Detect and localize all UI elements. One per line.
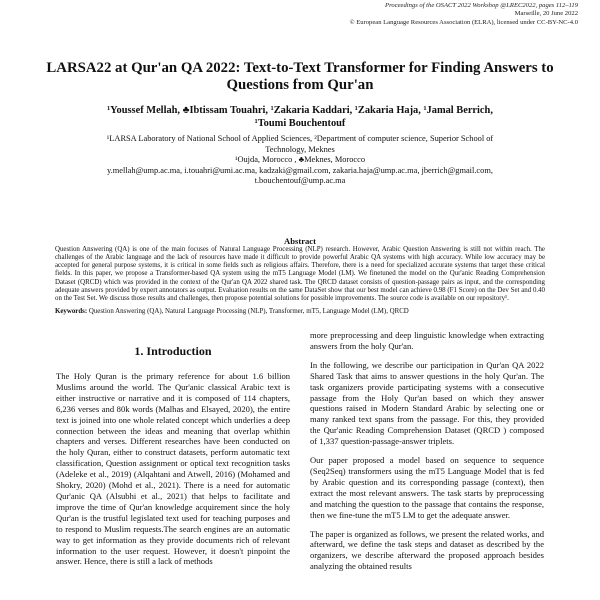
venue-date-line: Marseille, 20 June 2022 — [514, 10, 578, 17]
left-column — [56, 371, 290, 575]
intro-paragraph-1: The Holy Quran is the primary reference for about 1.6 billion Muslims around the world. The Qur'anic classical Arabic text is either instructive or narrative and it is composed of 114 chapters, 6,236 verses and 80k words (Malhas and Elsayed, 2020), the entire text is joined into one whole related concept which underlies a deep connection between the ideas and meaning that overlap whithin chapters and verses. Different researches have been conducted on the holy Quran, either to construct datasets, perform automatic text classification, Question assignment or optical text recognition tasks (Adeleke et al., 2019) (Alqahtani and Atwell, 2016) (Mohamed and Shokry, 2020) (Mohd et al., 2021). There is a need for automatic Qur'anic QA (Alsubhi et al., 2021) that helps to facilitate and improve the time of Qur'an knowledge acquirement since the holy Qur'an is the trustful legislated text used for teaching purposes and to respond to Muslim requests.The search engines are an automatic way to get information as they provide documents rich of relevant information to the user request. However, it doesn't pinpoint the answer. Hence, there is still a lack of methods — [56, 371, 290, 567]
paper-title: LARSA22 at Qur'an QA 2022: Text-to-Text Transformer for Finding Answers to Questions from Qur'an — [46, 60, 554, 93]
emails-line-1: y.mellah@ump.ac.ma, i.touahri@umi.ac.ma, kadzaki@gmail.com, zakaria.haja@ump.ac.ma, jberrich@gmail.com, — [107, 165, 493, 175]
keywords — [55, 308, 545, 316]
affiliations — [30, 134, 570, 187]
intro-paragraph-4: The paper is organized as follows, we present the related works, and afterward, we define the task steps and dataset as described by the organizers, we describe afterward the proposed approach besides analyzing the obtained results — [310, 528, 544, 572]
authors-line-1: ¹Youssef Mellah, ♣Ibtissam Touahri, ¹Zakaria Kaddari, ¹Zakaria Haja, ¹Jamal Berrich, — [107, 105, 493, 116]
author-list — [30, 104, 570, 130]
keywords-text: Question Answering (QA), Natural Language Processing (NLP), Transformer, mT5, Language Model (LM), QRCD — [88, 308, 409, 315]
authors-line-2: ¹Toumi Bouchentouf — [254, 118, 346, 129]
affiliation-line-2: Technology, Meknes — [265, 144, 335, 154]
right-column — [310, 330, 544, 580]
affiliation-line-1: ¹LARSA Laboratory of National School of Applied Sciences, ²Department of computer science, Superior School of — [106, 134, 494, 143]
intro-paragraph-3: Our paper proposed a model based on sequence to sequence (Seq2Seq) transformers using the mT5 Language Model that is fed by Arabic question and its corresponding passage (context), then extract the most relevant answers. The task starts by preprocessing and matching the question to the passage that contains the response, then we fine-tune the mT5 LM to get the adequate answer. — [310, 455, 544, 520]
affiliation-line-3: ¹Oujda, Morocco , ♣Meknes, Morocco — [234, 155, 366, 164]
intro-paragraph-2: In the following, we describe our participation in Qur'an QA 2022 Shared Task that aims to answer questions in the holy Qur'an. The task organizers provide participating systems with a consecutive passage from the Holy Qur'an based on which they answer questions raised in Modern Standard Arabic by selecting one or many ranked text spans from the passage. For this, they provided the Qur'anic Reading Comprehension Dataset (QRCD ) composed of 1,337 question-passage-answer triplets. — [310, 359, 544, 447]
proceedings-line: Proceedings of the OSACT 2022 Workshop @LREC2022, pages 112–119 — [385, 2, 578, 9]
abstract-text: Question Answering (QA) is one of the main focuses of Natural Language Processing (NLP) research. However, Arabic Question Answering is still not within reach. The challenges of the Arabic language and the lack of resources have made it difficult to provide powerful Arabic QA systems with high accuracy. While low accuracy may be accepted for general purpose systems, it is critical in some fields such as religious affairs. Therefore, there is a need for specialized accurate systems that target these critical fields. In this paper, we propose a Transformer-based QA system using the mT5 Language Model (LM). We finetuned the model on the Qur'anic Reading Comprehension Dataset (QRCD) which was provided in the context of the Qur'an QA 2022 shared task. The QRCD dataset consists of question-passage pairs as input, and the corresponding adequate answers provided by expert annotators as output. Evaluation results on the same DataSet show that our best model can achieve 0.98 (F1 Score) on the Dev Set and 0.40 on the Test Set. We discuss those results and challenges, then propose potential solutions for possible improvements. The source code is available on our repository¹. — [55, 246, 545, 302]
emails-line-2: t.bouchentouf@ump.ac.ma — [254, 176, 346, 185]
abstract-heading: Abstract — [284, 236, 316, 246]
intro-paragraph-continued: more preprocessing and deep linguistic knowledge when extracting answers from the holy Qur'an. — [310, 330, 544, 351]
introduction-heading: 1. Introduction — [134, 344, 212, 358]
keywords-label: Keywords: — [55, 308, 88, 315]
license-line: © European Language Resources Association (ELRA), licensed under CC-BY-NC-4.0 — [349, 18, 578, 26]
